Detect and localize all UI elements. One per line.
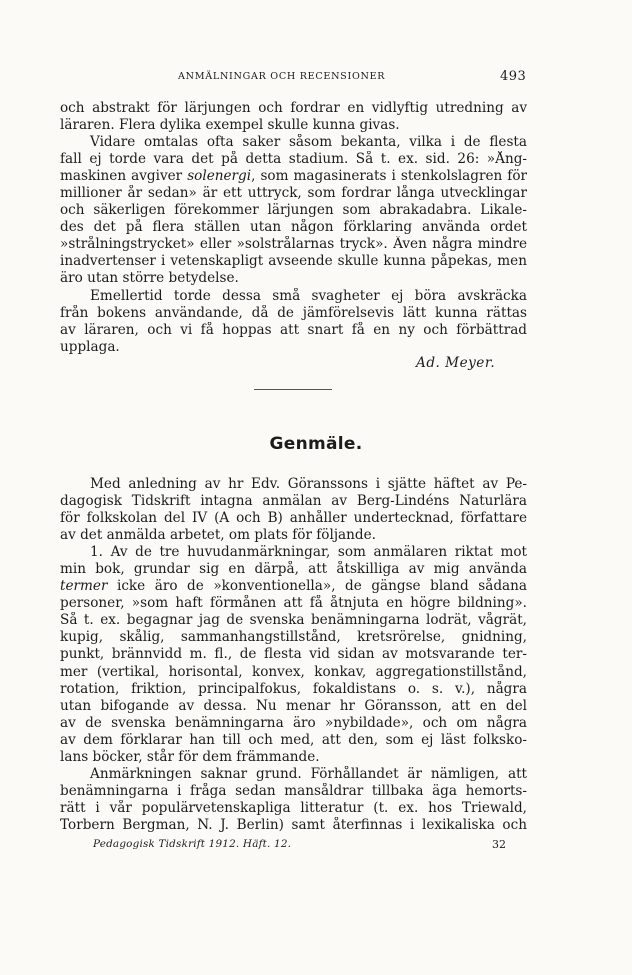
text-line: 1. Av de tre huvudanmärkningar, som anmälaren riktat mot (90, 544, 527, 561)
text-line: utan bifogande av dessa. Nu menar hr Göransson, att en del (60, 697, 527, 714)
text-line: Torbern Bergman, N. J. Berlin) samt återfinnas i lexikaliska och (60, 816, 527, 833)
text-line: Med anledning av hr Edv. Göranssons i sjätte häftet av Pe- (90, 476, 527, 492)
signature-mark: 32 (492, 838, 506, 851)
text-line: millioner år sedan» är ett uttryck, som fordrar långa utvecklingar (60, 185, 527, 202)
text-line: punkt, brännvidd m. fl., de flesta vid sidan av motsvarande ter- (60, 646, 527, 663)
text-line: av dem förklarar han till och med, att den, som ej läst folksko- (60, 731, 527, 748)
running-title: ANMÄLNINGAR OCH RECENSIONER (178, 71, 386, 82)
text-line: inadvertenser i vetenskapligt avseende skulle kunna påpekas, men (60, 253, 527, 270)
emphasized-term: termer (60, 578, 108, 595)
text-line: dagogisk Tidskrift intagna anmälan av Berg-Lindéns Naturlära (60, 493, 527, 510)
text-line: av läraren, och vi få hoppas att snart få en ny och förbättrad (60, 321, 527, 338)
text-line: maskinen avgiver solenergi, som magasinerats i stenkolslagren för (60, 168, 527, 185)
text-line: mer (vertikal, horisontal, konvex, konkav, aggregationstillstånd, (60, 663, 527, 680)
text-line: personer, »som haft förmånen att få åtnjuta en högre bildning». (60, 595, 527, 612)
text-line: rotation, friktion, principalfokus, fokaldistans o. s. v.), några (60, 680, 527, 697)
section-divider (254, 389, 332, 390)
text-line: kupig, skålig, sammanhangstillstånd, kretsrörelse, gnidning, (60, 629, 527, 646)
text-line: från bokens användande, då de jämförelsevis lätt kunna rättas (60, 304, 527, 321)
text-line: av de svenska benämningarna äro »nybildade», och om några (60, 714, 527, 731)
text-line: av det anmälda arbetet, om plats för följande. (60, 527, 376, 544)
text-line: läraren. Flera dylika exempel skulle kunna givas. (60, 117, 400, 134)
running-head (0, 70, 632, 84)
emphasized-term: solenergi (187, 168, 252, 185)
text-line: upplaga. (60, 338, 120, 355)
text-line: des det på flera ställen utan någon förklaring använda ordet (60, 219, 527, 236)
text-line: rätt i vår populärvetenskapliga litteratur (t. ex. hos Triewald, (60, 799, 527, 816)
footer-journal: Pedagogisk Tidskrift 1912. Häft. 12. (93, 838, 292, 850)
text-line: fall ej torde vara det på detta stadium. Så t. ex. sid. 26: »Ång- (60, 151, 527, 168)
text-line: termer icke äro de »konventionella», de gängse bland sådana (60, 578, 527, 595)
text-line: Anmärkningen saknar grund. Förhållandet är nämligen, att (90, 765, 527, 782)
text-line: och abstrakt för lärjungen och fordrar en vidlyftig utredning av (60, 100, 527, 116)
text-line: lans böcker, står för dem främmande. (60, 748, 320, 765)
text-line: för folkskolan del IV (A och B) anhåller undertecknad, författare (60, 510, 527, 527)
page-number: 493 (500, 69, 527, 84)
page-footer (0, 838, 632, 854)
review-signature: Ad. Meyer. (416, 355, 496, 371)
review-conclusion (60, 100, 527, 356)
text-line: och säkerligen förekommer lärjungen som abrakadabra. Likale- (60, 202, 527, 219)
text-line: Emellertid torde dessa små svagheter ej böra avskräcka (90, 287, 527, 304)
text-line: äro utan större betydelse. (60, 270, 239, 287)
section-heading: Genmäle. (269, 434, 363, 454)
text-line: Vidare omtalas ofta saker såsom bekanta, vilka i de flesta (90, 134, 527, 151)
text-line: min bok, grundar sig en därpå, att åtskilliga av mig använda (60, 561, 527, 578)
text-line: benämningarna i fråga sedan mansåldrar tillbaka äga hemorts- (60, 782, 527, 799)
reply-body (60, 476, 527, 834)
text-line: Så t. ex. begagnar jag de svenska benämningarna lodrät, vågrät, (60, 612, 527, 629)
text-line: »strålningstrycket» eller »solstrålarnas tryck». Även några mindre (60, 236, 527, 253)
